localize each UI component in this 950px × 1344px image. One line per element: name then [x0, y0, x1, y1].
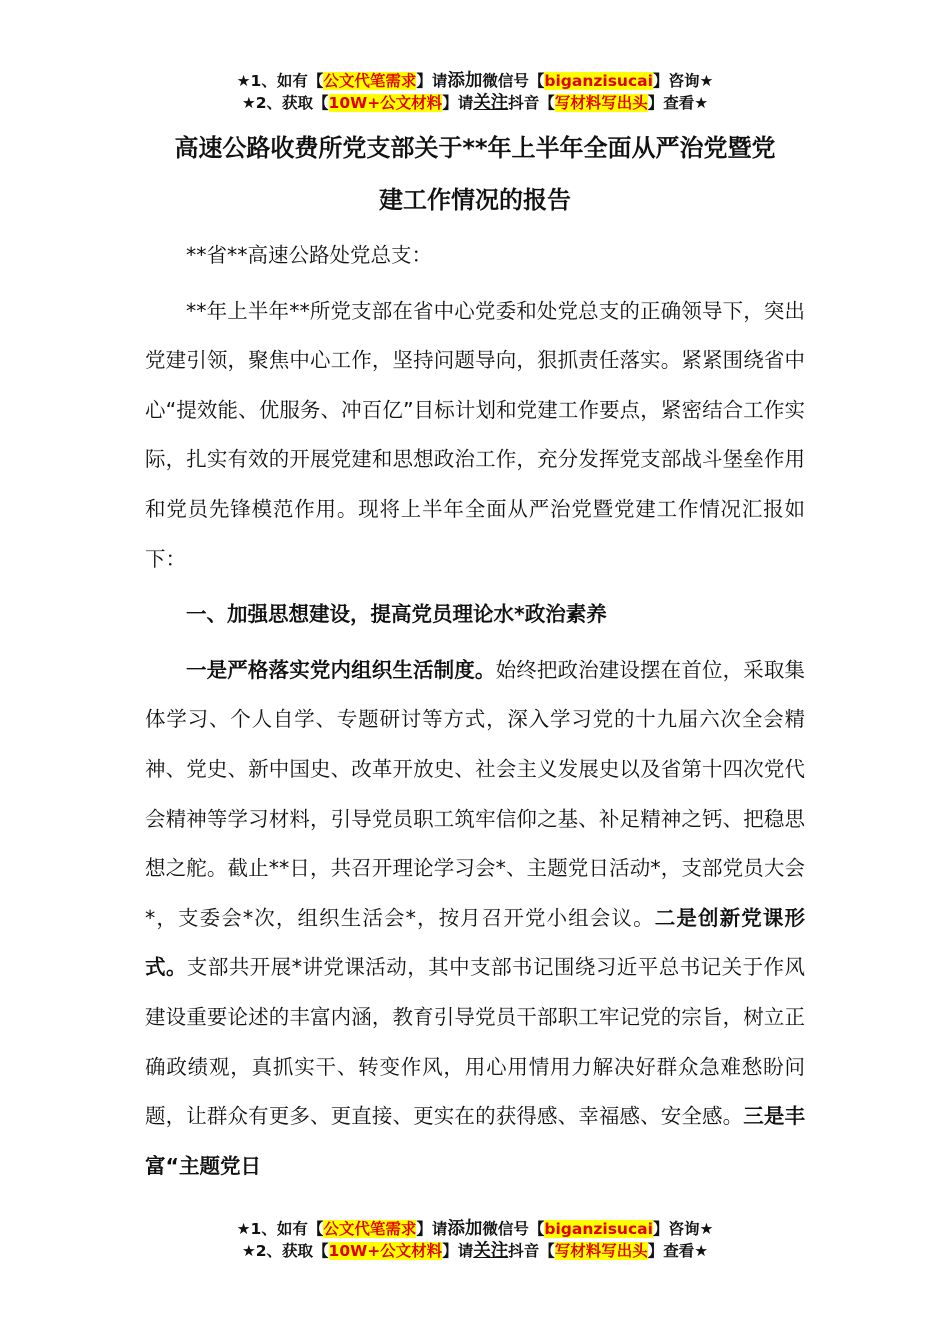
banner-text: 】请 — [442, 94, 474, 112]
banner-line-2 — [0, 92, 950, 114]
document-title — [145, 122, 805, 226]
banner-text: 】请 — [416, 72, 448, 90]
banner-text: 】查看★ — [647, 1242, 709, 1260]
point-lead: 一是严格落实党内组织生活制度。 — [186, 657, 496, 682]
banner-emphasis: 关注 — [473, 93, 509, 113]
banner-highlight: 公文代笔需求 — [323, 72, 417, 90]
banner-wechat-id: biganzisucai — [544, 1220, 653, 1238]
banner-emphasis: 添加 — [447, 71, 483, 91]
title-line-2: 建工作情况的报告 — [379, 186, 571, 214]
point-lead: 二是创新党课形式。 — [145, 905, 806, 980]
banner-highlight: 公文代笔需求 — [323, 1220, 417, 1238]
banner-text: 抖音【 — [508, 94, 555, 112]
point-text: 始终把政治建设摆在首位，采取集体学习、个人自学、专题研讨等方式，深入学习党的十九届六次全会精神、党史、新中国史、改革开放史、社会主义发展史以及省第十四次党代会精神等学习材料，引导党员职工筑牢信仰之基、补足精神之钙、把稳思想之舵。截止**日，共召开理论学习会*、主题党日活动*，支部党员大会*，支委会*次，组织生活会*，按月召开党小组会议。 — [145, 657, 806, 930]
banner-emphasis: 添加 — [447, 1219, 483, 1239]
banner-wechat-id: biganzisucai — [544, 72, 653, 90]
banner-line-2 — [0, 1240, 950, 1262]
intro-paragraph: **年上半年**所党支部在省中心党委和处党总支的正确领导下，突出党建引领，聚焦中心工作，坚持问题导向，狠抓责任落实。紧紧围绕省中心“提效能、优服务、冲百亿”目标计划和党建工作要点，紧密结合工作实际，扎实有效的开展党建和思想政治工作，充分发挥党支部战斗堡垒作用和党员先锋模范作用。现将上半年全面从严治党暨党建工作情况汇报如下： — [145, 298, 805, 571]
banner-douyin-id: 写材料写出头 — [554, 94, 648, 112]
banner-text: 】咨询★ — [652, 1220, 714, 1238]
banner-emphasis: 关注 — [473, 1241, 509, 1261]
top-banner — [0, 70, 950, 114]
bottom-banner — [0, 1218, 950, 1262]
banner-text: 】咨询★ — [652, 72, 714, 90]
document-body — [145, 231, 805, 1191]
banner-douyin-id: 写材料写出头 — [554, 1242, 648, 1260]
banner-text: ★1、如有【 — [236, 1220, 324, 1238]
banner-text: ★2、获取【 — [241, 94, 329, 112]
banner-highlight: 10W+公文材料 — [328, 1242, 443, 1260]
banner-text: 】请 — [416, 1220, 448, 1238]
banner-line-1 — [0, 70, 950, 92]
banner-text: ★2、获取【 — [241, 1242, 329, 1260]
body-paragraph — [145, 646, 805, 1192]
banner-highlight: 10W+公文材料 — [328, 94, 443, 112]
point-lead: 三是丰富“主题党日 — [145, 1104, 806, 1178]
point-text: 支部共开展*讲党课活动，其中支部书记围绕习近平总书记关于作风建设重要论述的丰富内涵，教育引导党员干部职工牢记党的宗旨，树立正确政绩观，真抓实干、转变作风，用心用情用力解决好群众急难愁盼问题，让群众有更多、更直接、更实在的获得感、幸福感、安全感。 — [145, 955, 806, 1129]
banner-text: 抖音【 — [508, 1242, 555, 1260]
banner-text: 】查看★ — [647, 94, 709, 112]
banner-line-1 — [0, 1218, 950, 1240]
banner-text: 微信号【 — [482, 72, 545, 90]
banner-text: ★1、如有【 — [236, 72, 324, 90]
section-heading: 一、加强思想建设，提高党员理论水*政治素养 — [186, 602, 607, 627]
title-line-1: 高速公路收费所党支部关于**年上半年全面从严治党暨党 — [174, 134, 776, 162]
banner-text: 】请 — [442, 1242, 474, 1260]
salutation: **省**高速公路处党总支： — [186, 243, 432, 267]
banner-text: 微信号【 — [482, 1220, 545, 1238]
